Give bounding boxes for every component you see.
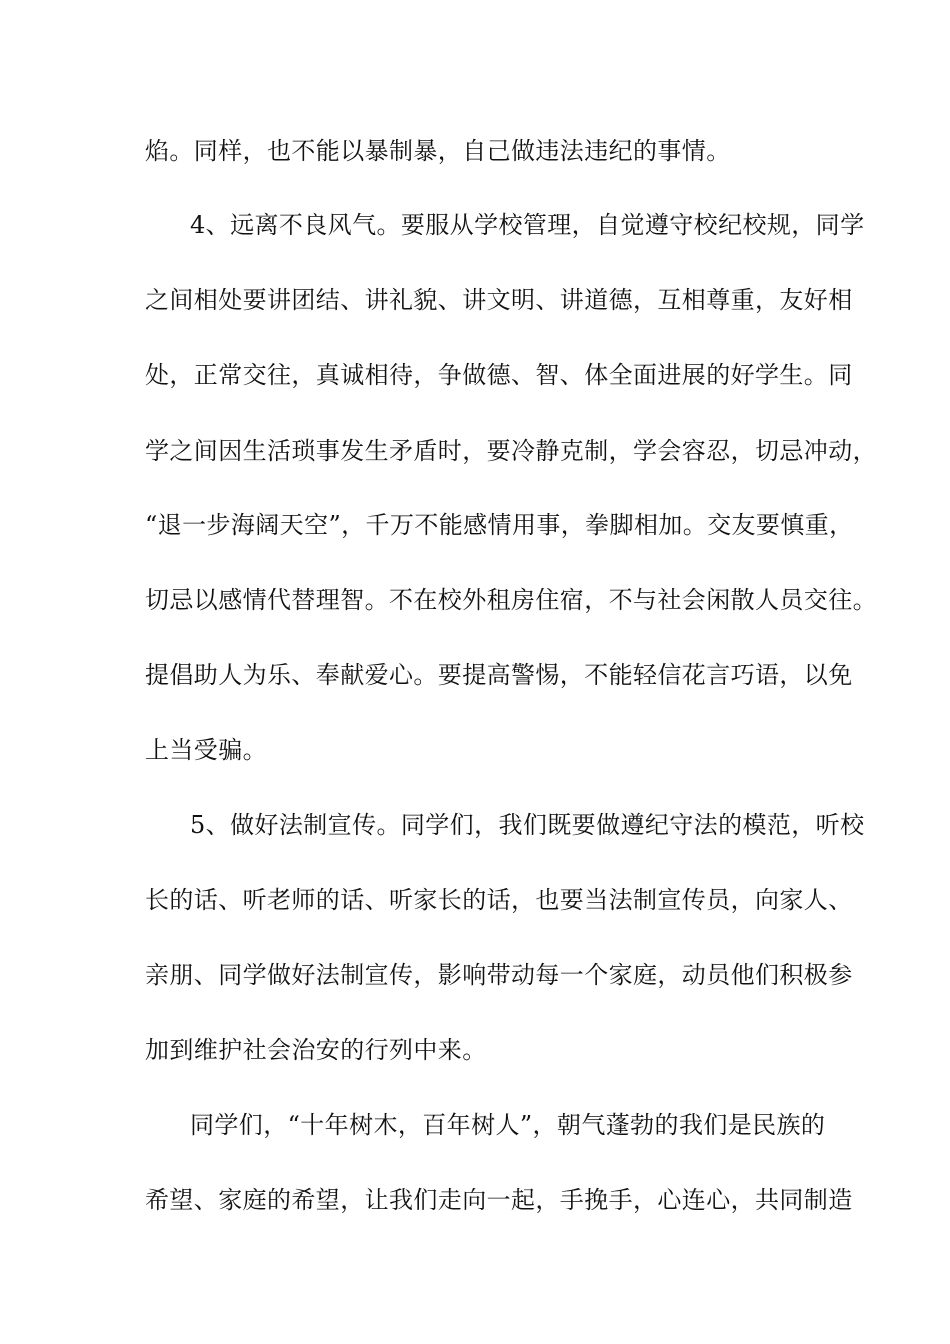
text-line: 5、做好法制宣传。同学们，我们既要做遵纪守法的模范，听校 [190, 811, 865, 839]
text-line: 焰。同样，也不能以暴制暴，自己做违法违纪的事情。 [145, 137, 731, 165]
text-line: “退一步海阔天空”，千万不能感情用事，拳脚相加。交友要慎重， [145, 511, 854, 539]
text-line: 学之间因生活琐事发生矛盾时，要冷静克制，学会容忍，切忌冲动， [145, 437, 877, 465]
text-line: 长的话、听老师的话、听家长的话，也要当法制宣传员，向家人、 [145, 886, 853, 914]
text-line: 切忌以感情代替理智。不在校外租房住宿，不与社会闲散人员交往。 [145, 586, 877, 614]
text-line: 之间相处要讲团结、讲礼貌、讲文明、讲道德，互相尊重，友好相 [145, 286, 853, 314]
text-line: 同学们，“十年树木，百年树人”，朝气蓬勃的我们是民族的 [190, 1111, 826, 1139]
text-line: 希望、家庭的希望，让我们走向一起，手挽手，心连心，共同制造 [145, 1186, 853, 1214]
text-line: 亲朋、同学做好法制宣传，影响带动每一个家庭，动员他们积极参 [145, 961, 853, 989]
text-line: 提倡助人为乐、奉献爱心。要提高警惕，不能轻信花言巧语，以免 [145, 661, 853, 689]
text-line: 加到维护社会治安的行列中来。 [145, 1036, 487, 1064]
text-line: 4、远离不良风气。要服从学校管理，自觉遵守校纪校规，同学 [190, 211, 865, 239]
text-line: 处，正常交往，真诚相待，争做德、智、体全面进展的好学生。同 [145, 361, 853, 389]
text-line: 上当受骗。 [145, 736, 267, 764]
